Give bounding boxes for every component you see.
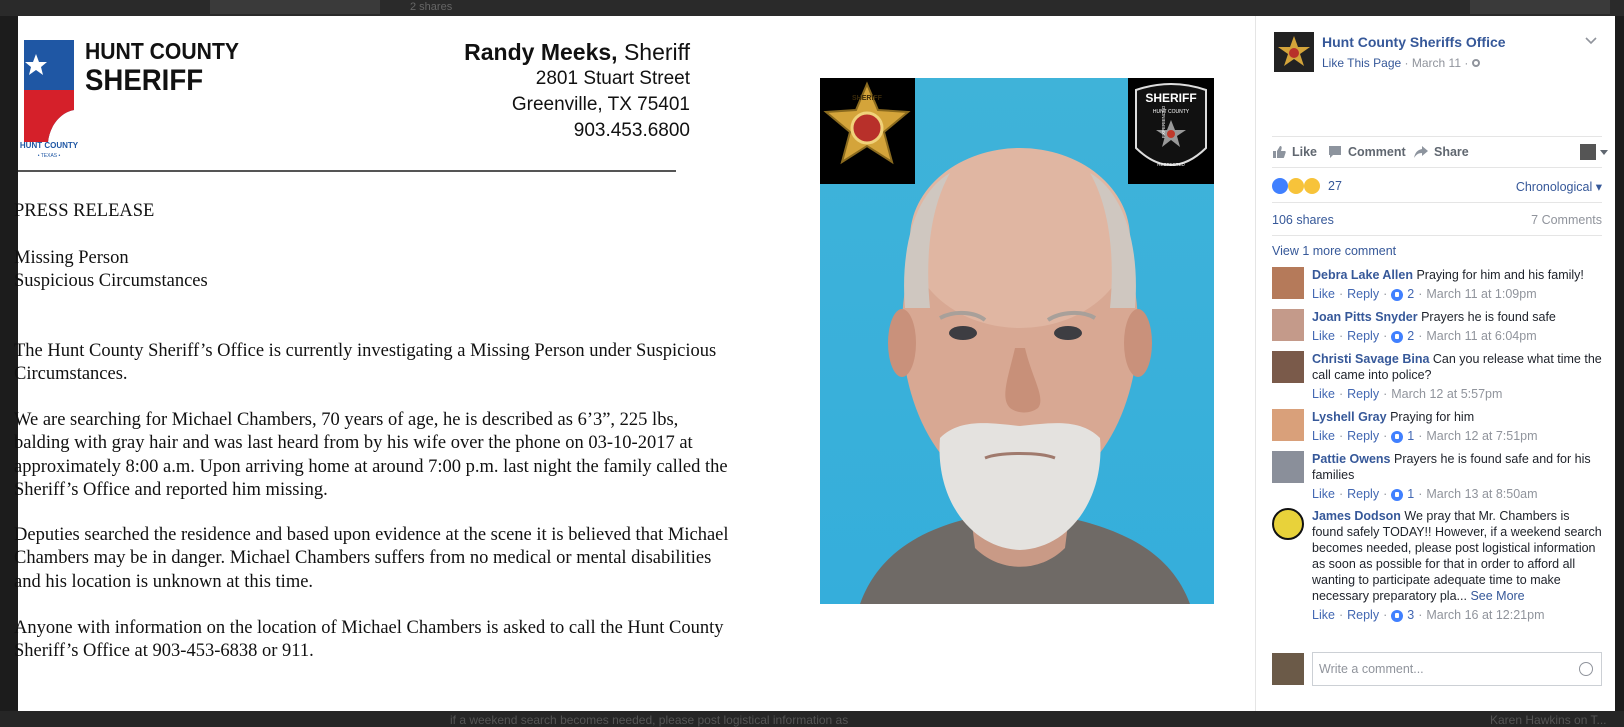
svg-text:EXPERIENCED: EXPERIENCED: [1161, 105, 1166, 138]
commenter-avatar[interactable]: [1272, 351, 1304, 383]
commenter-avatar[interactable]: [1272, 309, 1304, 341]
svg-text:SHERIFF: SHERIFF: [1145, 91, 1197, 105]
backdrop-bottom: [0, 711, 1624, 727]
comment-author[interactable]: Pattie Owens: [1312, 452, 1391, 466]
like-label: Like: [1292, 145, 1318, 159]
comment-text: Can you release what time the call came into police?: [1312, 352, 1602, 382]
comment-time[interactable]: March 16 at 12:21pm: [1426, 608, 1545, 622]
like-button[interactable]: [1272, 145, 1317, 159]
backdrop-ghost-image: [210, 0, 380, 14]
press-subject1: Missing Person: [14, 248, 129, 268]
comment-like-link[interactable]: Like: [1312, 608, 1335, 622]
comment-body: [1312, 351, 1602, 402]
caret-down-icon[interactable]: [1600, 150, 1608, 155]
comment-like-count[interactable]: 2: [1407, 329, 1415, 343]
comment-author[interactable]: James Dodson: [1312, 509, 1401, 523]
press-p4-line: Anyone with information on the location of Michael Chambers is asked to call the Hunt County: [14, 618, 724, 638]
commenter-avatar[interactable]: [1272, 451, 1304, 483]
office-phone: 903.453.6800: [573, 120, 690, 141]
comment-button[interactable]: [1328, 145, 1406, 159]
commenter-avatar[interactable]: [1272, 508, 1304, 540]
comment-reply-link[interactable]: Reply: [1347, 487, 1380, 501]
viewer-avatar[interactable]: [1580, 144, 1596, 160]
comment-author[interactable]: Debra Lake Allen: [1312, 268, 1413, 282]
comment-reply-link[interactable]: Reply: [1347, 387, 1380, 401]
commenter-avatar[interactable]: [1272, 409, 1304, 441]
star-badge-icon: [820, 78, 915, 184]
comment-text: Praying for him and his family!: [1416, 268, 1584, 282]
page-avatar[interactable]: [1274, 32, 1314, 72]
backdrop-comment-author: Karen Hawkins on T...: [1490, 713, 1607, 727]
svg-text:• TEXAS •: • TEXAS •: [37, 153, 61, 159]
press-p2-line: Sheriff’s Office and reported him missing.: [14, 480, 328, 500]
comment-like-count[interactable]: 3: [1407, 608, 1415, 622]
like-page-link[interactable]: Like This Page: [1322, 56, 1402, 70]
comment-like-link[interactable]: Like: [1312, 487, 1335, 501]
svg-text:DEDICATED: DEDICATED: [1216, 138, 1221, 164]
comment-actions: Like · Reply · 1 · March 13 at 8:50am: [1312, 487, 1538, 501]
comment-actions: Like · Reply · 1 · March 12 at 7:51pm: [1312, 429, 1538, 443]
chevron-down-icon[interactable]: [1584, 34, 1598, 48]
post-stats: [1272, 202, 1602, 236]
commenter-avatar[interactable]: [1272, 267, 1304, 299]
comment-reply-link[interactable]: Reply: [1347, 329, 1380, 343]
comment-time[interactable]: March 12 at 5:57pm: [1391, 387, 1503, 401]
comments-count: 7 Comments: [1531, 213, 1602, 227]
comment-text: Prayers he is found safe: [1421, 310, 1556, 324]
like-bubble-icon: [1391, 331, 1403, 343]
see-more-link[interactable]: See More: [1470, 589, 1525, 603]
comment-like-count[interactable]: 1: [1407, 429, 1415, 443]
comment-like-link[interactable]: Like: [1312, 387, 1335, 401]
reaction-count[interactable]: 27: [1328, 179, 1342, 193]
comment-input[interactable]: [1313, 653, 1563, 685]
comment-author[interactable]: Joan Pitts Snyder: [1312, 310, 1418, 324]
comment-body: [1312, 267, 1602, 302]
comment-body: [1312, 409, 1602, 444]
agency-line1: HUNT COUNTY: [85, 38, 239, 64]
backdrop-comment-text: if a weekend search becomes needed, please post logistical information as: [450, 713, 849, 727]
viewer-avatar[interactable]: [1272, 653, 1304, 685]
comment-composer[interactable]: [1312, 652, 1602, 686]
comment-reply-link[interactable]: Reply: [1347, 287, 1380, 301]
photo-lightbox: [14, 16, 1615, 711]
comment-label: Comment: [1348, 145, 1406, 159]
comment-body: [1312, 508, 1602, 623]
like-reaction-icon[interactable]: [1272, 178, 1288, 194]
press-p3-line: Chambers may be in danger. Michael Chambers suffers from no medical or mental disabilities: [14, 548, 712, 568]
press-p1-line: The Hunt County Sheriff’s Office is currently investigating a Missing Person under Suspicious: [14, 341, 717, 361]
comment-author[interactable]: Christi Savage Bina: [1312, 352, 1430, 366]
comment-like-link[interactable]: Like: [1312, 429, 1335, 443]
shares-link[interactable]: 106 shares: [1272, 213, 1334, 227]
svg-text:HUNT COUNTY: HUNT COUNTY: [19, 141, 79, 150]
sad-reaction-icon[interactable]: [1288, 178, 1304, 194]
star-badge-icon: [1274, 32, 1314, 72]
like-bubble-icon: [1391, 431, 1403, 443]
county-logo: [19, 38, 79, 160]
press-p2-line: approximately 8:00 a.m. Upon arriving home at around 7:00 p.m. last night the family called the: [14, 457, 728, 477]
street-address: 2801 Stuart Street: [535, 68, 690, 89]
sheriff-name: Randy Meeks,: [464, 39, 618, 65]
backdrop-shares: 2 shares: [410, 1, 453, 13]
comment-actions: Like · Reply · 3 · March 16 at 12:21pm: [1312, 608, 1545, 622]
comment-actions: Like · Reply · 2 · March 11 at 6:04pm: [1312, 329, 1537, 343]
like-bubble-icon: [1391, 289, 1403, 301]
press-heading: PRESS RELEASE: [14, 201, 155, 221]
post-meta: [1322, 56, 1480, 70]
meta-separator: ·: [1404, 56, 1409, 70]
comment-like-count[interactable]: 2: [1407, 287, 1415, 301]
sheriff-star-badge: [820, 78, 915, 184]
press-p2-line: balding with gray hair and was last heard from by his wife over the phone on 03-10-2017 at: [14, 433, 693, 453]
comment-author[interactable]: Lyshell Gray: [1312, 410, 1387, 424]
comment-like-link[interactable]: Like: [1312, 329, 1335, 343]
like-bubble-icon: [1391, 610, 1403, 622]
press-subject2: Suspicious Circumstances: [14, 271, 208, 291]
comment-text: We pray that Mr. Chambers is found safely TODAY!! However, if a weekend search becomes needed, please post logistical information as soon as possible for that in order to afford all wanting to participate adequate time to make necessary preparatory pla...: [1312, 509, 1602, 603]
reactions-row: [1272, 176, 1602, 200]
meta-separator: ·: [1464, 56, 1469, 70]
svg-text:HUNT COUNTY: HUNT COUNTY: [1152, 109, 1190, 115]
letterhead-divider: [18, 170, 676, 172]
post-sidebar: [1255, 16, 1615, 711]
svg-text:RESPECTED: RESPECTED: [1157, 162, 1185, 167]
comment-time[interactable]: March 13 at 8:50am: [1426, 487, 1538, 501]
share-icon: [1414, 145, 1428, 159]
comment-actions: Like · Reply · 2 · March 11 at 1:09pm: [1312, 287, 1537, 301]
backdrop-top: [0, 0, 1624, 16]
comment-reply-link[interactable]: Reply: [1347, 608, 1380, 622]
emoji-icon[interactable]: [1579, 662, 1593, 676]
comment-body: [1312, 309, 1602, 344]
comment-like-link[interactable]: Like: [1312, 287, 1335, 301]
press-p3-line: and his location is unknown at this time.: [14, 572, 314, 592]
sort-label: Chronological: [1515, 180, 1593, 194]
backdrop-ghost-image: [1470, 0, 1610, 14]
view-more-comments-link[interactable]: View 1 more comment: [1272, 244, 1397, 258]
sheriff-patch-badge: [1128, 78, 1221, 184]
sheriff-name-line: [464, 38, 690, 66]
comment-actions: Like · Reply · March 12 at 5:57pm: [1312, 387, 1503, 401]
share-label: Share: [1434, 145, 1469, 159]
press-p3-line: Deputies searched the residence and based upon evidence at the scene it is believed that Michael: [14, 525, 729, 545]
share-button[interactable]: [1414, 145, 1469, 159]
comment-time[interactable]: March 12 at 7:51pm: [1426, 429, 1538, 443]
comment-sort-dropdown[interactable]: Chronological ▾: [1515, 180, 1602, 194]
patch-badge-icon: [1128, 78, 1221, 184]
comment-like-count[interactable]: 1: [1407, 487, 1415, 501]
comment-time[interactable]: March 11 at 1:09pm: [1426, 287, 1537, 301]
press-p2-line: We are searching for Michael Chambers, 70 years of age, he is described as 6’3”, 225 lbs,: [14, 410, 679, 430]
sheriff-title: Sheriff: [623, 39, 690, 65]
settings-gear-icon: [1472, 59, 1480, 67]
missing-person-photo: [820, 78, 1221, 604]
comment-text: Praying for him: [1390, 410, 1475, 424]
comment-body: [1312, 451, 1602, 502]
like-bubble-icon: [1391, 489, 1403, 501]
comment-reply-link[interactable]: Reply: [1347, 429, 1380, 443]
press-p1-line: Circumstances.: [14, 364, 128, 384]
comment-icon: [1328, 145, 1342, 159]
city-address: Greenville, TX 75401: [511, 94, 690, 115]
thumbs-up-icon: [1272, 145, 1286, 159]
press-p4-line: Sheriff’s Office at 903-453-6838 or 911.: [14, 641, 314, 661]
post-actions-bar: [1272, 136, 1602, 168]
svg-text:SHERIFF: SHERIFF: [852, 95, 882, 102]
comment-text: Prayers he is found safe and for his families: [1312, 452, 1591, 482]
wow-reaction-icon[interactable]: [1304, 178, 1320, 194]
sheriff-contact: [464, 38, 690, 144]
agency-name: [85, 38, 239, 97]
post-date[interactable]: March 11: [1411, 56, 1461, 70]
page-name-link[interactable]: Hunt County Sheriffs Office: [1322, 34, 1506, 50]
press-release-image: [14, 16, 1255, 711]
comment-time[interactable]: March 11 at 6:04pm: [1426, 329, 1537, 343]
agency-line2: SHERIFF: [85, 64, 204, 97]
